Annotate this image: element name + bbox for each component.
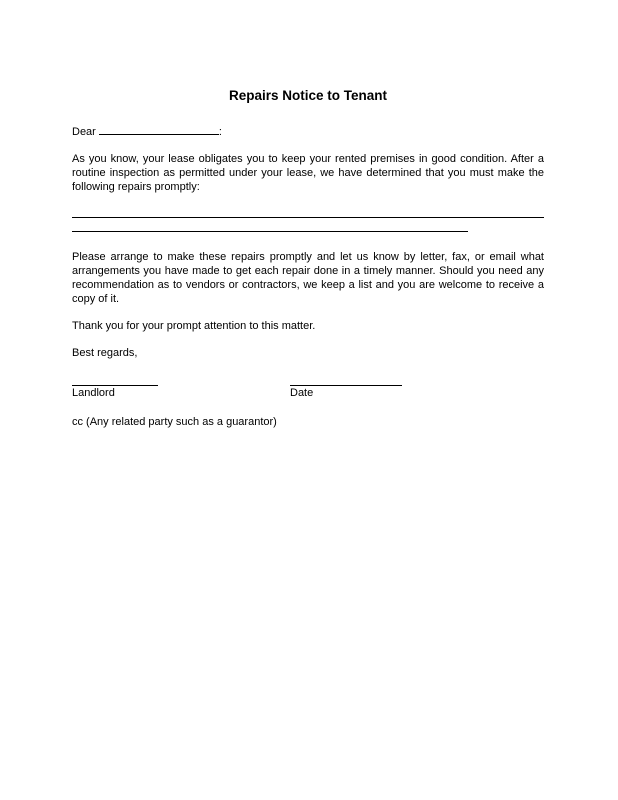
salutation-suffix: :	[218, 126, 222, 138]
date-signature-line	[290, 373, 402, 386]
cc-line: cc (Any related party such as a guarantor)	[72, 416, 277, 428]
closing: Best regards,	[72, 347, 138, 359]
date-label: Date	[290, 387, 314, 399]
landlord-signature	[72, 373, 158, 400]
landlord-label: Landlord	[72, 387, 115, 399]
recipient-blank-line	[99, 124, 219, 135]
intro-paragraph: As you know, your lease obligates you to keep your rented premises in good condition. After a routine inspection as permitted under your lease, we have determined that you must make the following repairs promptly:	[72, 153, 544, 193]
salutation	[72, 124, 544, 139]
thanks-paragraph: Thank you for your prompt attention to this matter.	[72, 320, 316, 332]
signature-row	[72, 373, 544, 401]
salutation-prefix: Dear	[72, 126, 96, 138]
date-signature	[290, 373, 402, 400]
landlord-signature-line	[72, 373, 158, 386]
repairs-blank-line	[72, 207, 544, 218]
letter-body	[72, 88, 544, 442]
letter-title: Repairs Notice to Tenant	[228, 88, 388, 103]
arrange-paragraph: Please arrange to make these repairs promptly and let us know by letter, fax, or email what arrangements you have made to get each repair done in a timely manner. Should you need any recommendation as to vendors or contractors, we keep a list and you are welcome to receive a copy of it.	[72, 251, 544, 305]
repairs-blank-line	[72, 221, 468, 232]
repairs-blank-lines	[72, 207, 544, 232]
